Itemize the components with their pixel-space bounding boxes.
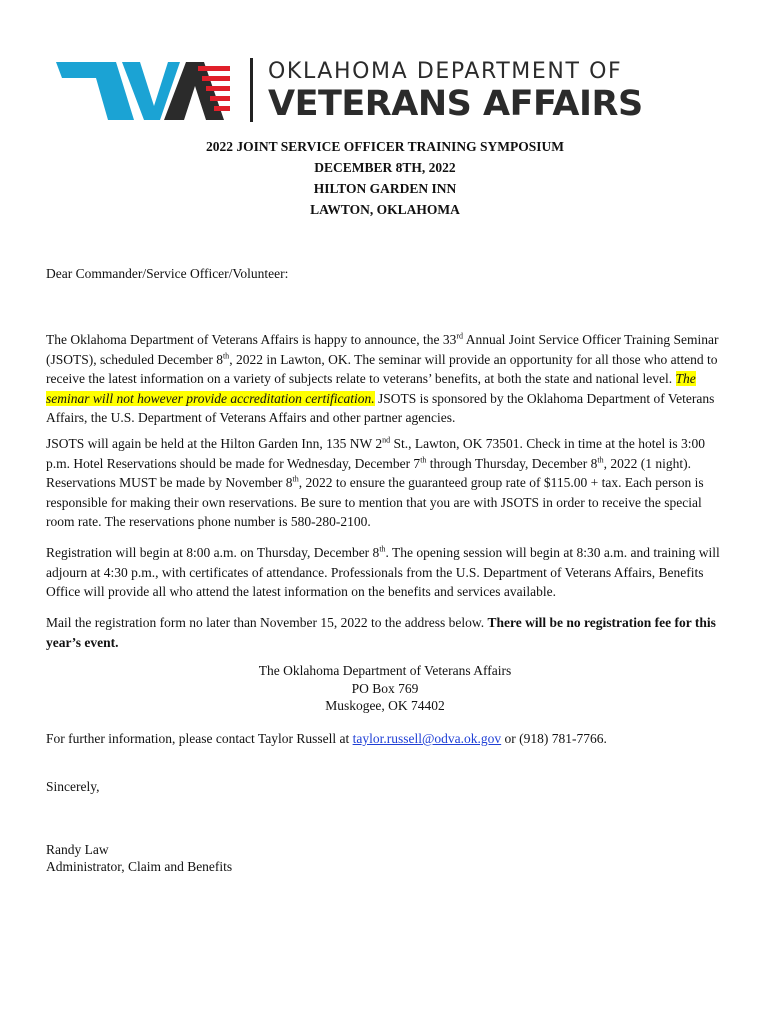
signer-name: Randy Law xyxy=(46,842,109,857)
event-title: 2022 JOINT SERVICE OFFICER TRAINING SYMPOSIUM xyxy=(206,139,564,154)
no-fee-notice: There will be no registration fee for this year’s event. xyxy=(46,615,716,650)
contact-email-link[interactable]: taylor.russell@odva.ok.gov xyxy=(352,731,502,746)
paragraph-announcement: The Oklahoma Department of Veterans Affairs is happy to announce, the 33rd Annual Joint Service Officer Training Seminar (JSOTS), scheduled December 8th, 2022 in Lawton, OK. The seminar will provide an opportunity for all those who attend to receive the latest information on a variety of subjects relate to veterans’ benefits, at both the state and national level. The seminar will not however provide accreditation certification. JSOTS is sponsored by the Oklahoma Department of Veterans Affairs, the U.S. Department of Veterans Affairs and other partner agencies. xyxy=(46,331,719,425)
accreditation-notice: The seminar will not however provide accreditation certification. xyxy=(46,371,696,406)
paragraph-registration: Registration will begin at 8:00 a.m. on Thursday, December 8th. The opening session will begin at 8:30 a.m. and training will adjourn at 4:30 p.m., with certificates of attendance. Professionals from the U.S. Department of Veterans Affairs, Benefits Office will provide all who attend the latest information on the benefits and services available. xyxy=(46,544,720,599)
address-line1: The Oklahoma Department of Veterans Affairs xyxy=(258,663,512,678)
mailing-address xyxy=(0,662,770,715)
letterhead xyxy=(56,56,643,126)
event-date: DECEMBER 8TH, 2022 xyxy=(314,160,456,175)
event-city: LAWTON, OKLAHOMA xyxy=(310,202,460,217)
paragraph-mail-form: Mail the registration form no later than November 15, 2022 to the address below. There will be no registration fee for this year’s event. xyxy=(46,615,716,650)
odva-logo-icon xyxy=(56,58,238,122)
address-line3: Muskogee, OK 74402 xyxy=(325,698,445,713)
event-venue: HILTON GARDEN INN xyxy=(313,181,457,196)
closing: Sincerely, xyxy=(46,779,100,794)
salutation: Dear Commander/Service Officer/Volunteer: xyxy=(46,266,289,281)
org-name-line1: OKLAHOMA DEPARTMENT OF xyxy=(268,59,623,84)
signer-title: Administrator, Claim and Benefits xyxy=(46,859,233,874)
address-line2: PO Box 769 xyxy=(351,680,419,696)
letterhead-org xyxy=(268,59,643,123)
paragraph-hotel: JSOTS will again be held at the Hilton Garden Inn, 135 NW 2nd St., Lawton, OK 73501. Check in time at the hotel is 3:00 p.m. Hotel Reservations should be made for Wednesday, December 7th through Thursday, December 8th, 2022 (1 night). Reservations MUST be made by November 8th, 2022 to ensure the guaranteed group rate of $115.00 + tax. Each person is responsible for making their own reservations. Be sure to mention that you are with JSOTS in order to receive the special room rate. The reservations phone number is 580-280-2100. xyxy=(46,435,706,529)
paragraph-contact: For further information, please contact Taylor Russell at taylor.russell@odva.ok.gov or (918) 781-7766. xyxy=(46,731,607,746)
event-heading xyxy=(0,136,770,220)
org-name-line2: VETERANS AFFAIRS xyxy=(268,84,643,124)
signature-block xyxy=(46,841,726,875)
letterhead-divider xyxy=(250,58,253,122)
